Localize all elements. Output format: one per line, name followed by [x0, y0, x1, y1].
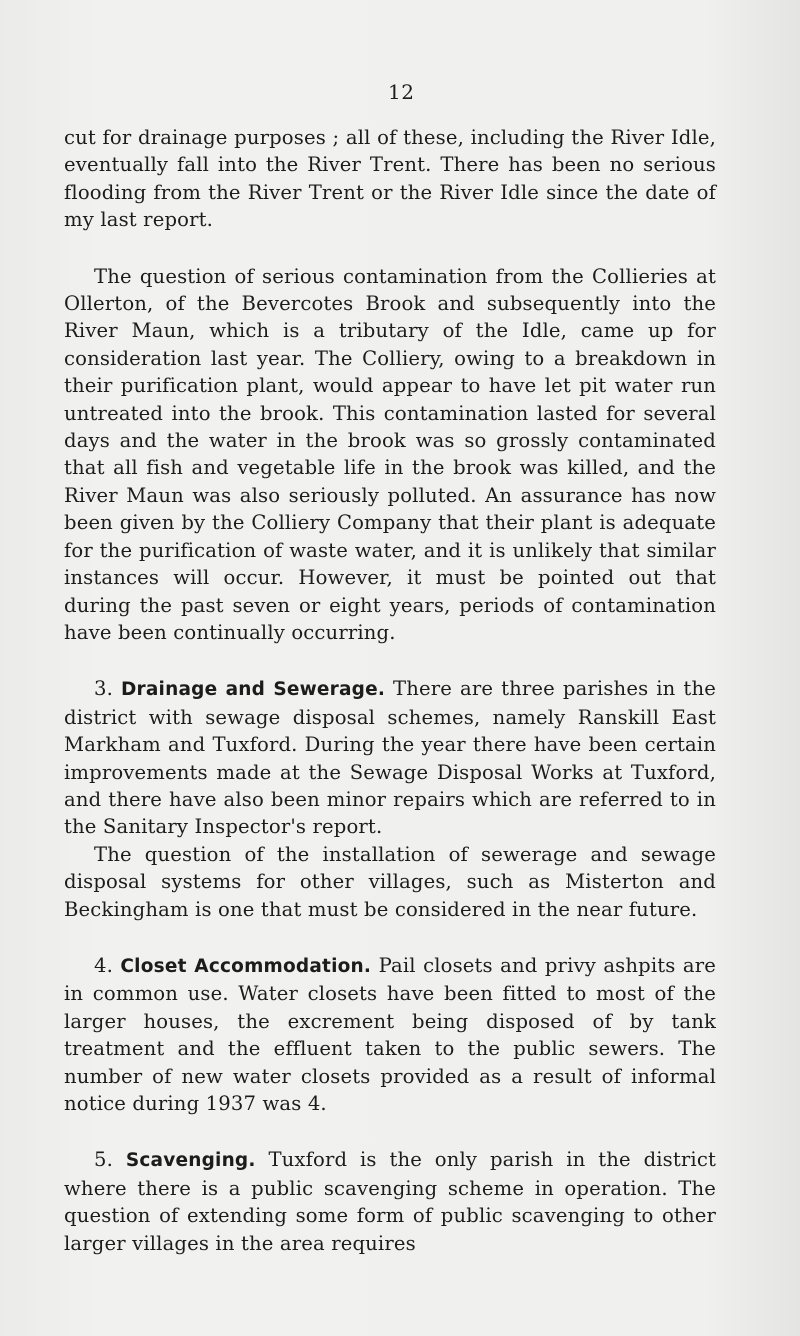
paragraph-sewerage-other-villages: The question of the installation of sewerage and sewage disposal systems for other villages, such as Misterton and Beckingham is one that must be considered in the near future. [64, 842, 716, 921]
section-text: There are three parishes in the district with sewage disposal schemes, namely Ranskill East Markham and Tuxford. During the year there have been certain improvements made at the Sewage Disposal Works at Tuxford, and there have also been minor repairs which are referred to in the Sanitary Inspector's report. [64, 677, 716, 839]
section-heading: Closet Accommodation. [120, 955, 372, 977]
paragraph-colliery-contamination: The question of serious contamination from the Collieries at Ollerton, of the Bevercotes Brook and subsequently into the River Maun, which is a tributary of the Idle, came up for consideration last year. The Colliery, owing to a breakdown in their purification plant, would appear to have let pit water run untreated into the brook. This contamination lasted for several days and the water in the brook was so grossly contaminated that all fish and vegetable life in the brook was killed, and the River Maun was also seriously polluted. An assurance has now been given by the Colliery Company that their plant is adequate for the purification of waste water, and it is unlikely that similar instances will occur. However, it must be pointed out that during the past seven or eight years, periods of contamination have been continually occurring. [64, 264, 716, 644]
section-heading: Drainage and Sewerage. [120, 679, 386, 701]
document-body [64, 124, 716, 1257]
section-drainage-sewerage [64, 675, 716, 840]
section-number: 5. [94, 1148, 113, 1172]
paragraph-drainage-cuts: cut for drainage purposes ; all of these, including the River Idle, eventually fall into the River Trent. There has been no serious flooding from the River Trent or the River Idle since the date of my last report. [64, 126, 716, 232]
section-number: 4. [94, 953, 113, 977]
section-closet-accommodation [64, 952, 716, 1117]
section-number: 3. [94, 677, 113, 701]
section-heading: Scavenging. [125, 1150, 256, 1172]
section-scavenging [64, 1146, 716, 1257]
page-number: 12 [388, 80, 415, 104]
section-text: Tuxford is the only parish in the district where there is a public scavenging scheme in operation. The question of extending some form of public scavenging to other larger villages in the area requires [64, 1148, 716, 1255]
section-text: Pail closets and privy ashpits are in common use. Water closets have been fitted to most of the larger houses, the excrement being disposed of by tank treatment and the effluent taken to the public sewers. The number of new water closets provided as a result of informal notice during 1937 was 4. [64, 953, 716, 1115]
